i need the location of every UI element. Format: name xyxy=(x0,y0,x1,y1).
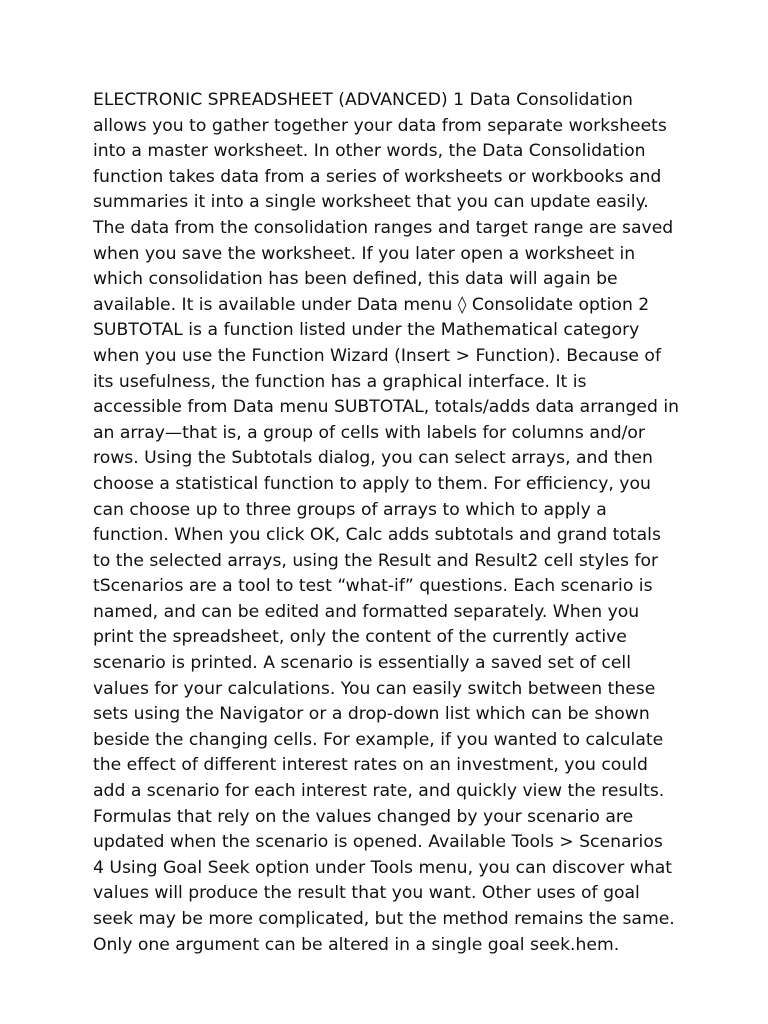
document-body-text: ELECTRONIC SPREADSHEET (ADVANCED) 1 Data Consolidation allows you to gather together your data from separate worksheets into a master worksheet. In other words, the Data Consolidation function takes data from a series of worksheets or workbooks and summaries it into a single worksheet that you can update easily. The data from the consolidation ranges and target range are saved when you save the worksheet. If you later open a worksheet in which consolidation has been defined, this data will again be available. It is available under Data menu ◊ Consolidate option 2 SUBTOTAL is a function listed under the Mathematical category when you use the Function Wizard (Insert > Function). Because of its usefulness, the function has a graphical interface. It is accessible from Data menu SUBTOTAL, totals/adds data arranged in an array—that is, a group of cells with labels for columns and/or rows. Using the Subtotals dialog, you can select arrays, and then choose a statistical function to apply to them. For efficiency, you can choose up to three groups of arrays to which to apply a function. When you click OK, Calc adds subtotals and grand totals to the selected arrays, using the Result and Result2 cell styles for tScenarios are a tool to test “what-if” questions. Each scenario is named, and can be edited and formatted separately. When you print the spreadsheet, only the content of the currently active scenario is printed. A scenario is essentially a saved set of cell values for your calculations. You can easily switch between these sets using the Navigator or a drop-down list which can be shown beside the changing cells. For example, if you wanted to calculate the effect of different interest rates on an investment, you could add a scenario for each interest rate, and quickly view the results. Formulas that rely on the values changed by your scenario are updated when the scenario is opened. Available Tools > Scenarios 4 Using Goal Seek option under Tools menu, you can discover what values will produce the result that you want. Other uses of goal seek may be more complicated, but the method remains the same. Only one argument can be altered in a single goal seek.hem. xyxy=(93,90,679,955)
